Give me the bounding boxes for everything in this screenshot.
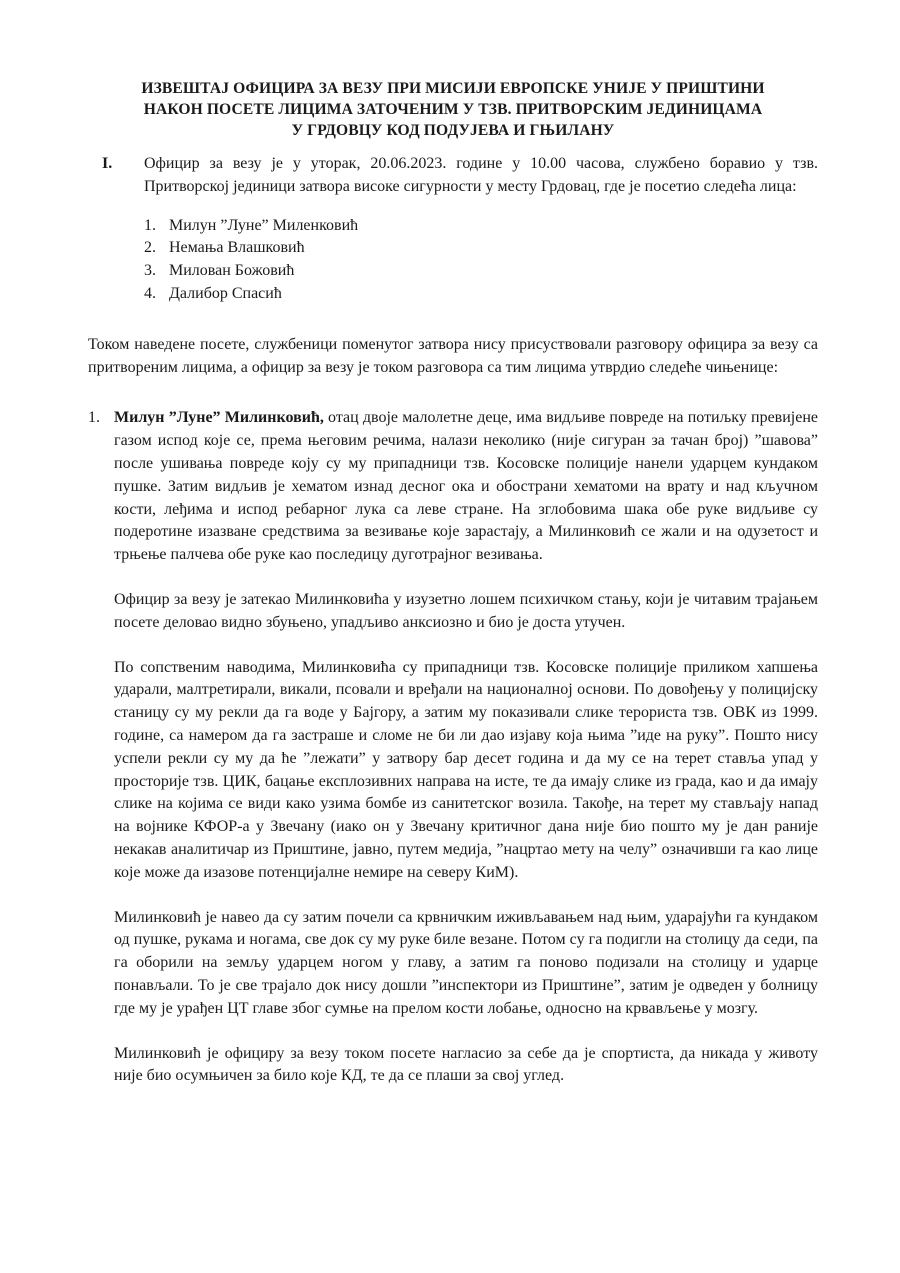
list-item-number: 2. [144, 239, 156, 257]
list-item [144, 215, 818, 238]
title-line-2: НАКОН ПОСЕТЕ ЛИЦИМА ЗАТОЧЕНИМ У ТЗВ. ПРИТВОРСКИМ ЈЕДИНИЦАМА [143, 101, 763, 118]
intro-paragraph: Током наведене посете, службеници поменутог затвора нису присуствовали разговору официра за везу са притвореним лицима, а официр за везу је током разговора са тим лицима утврдио следеће чињенице: [88, 335, 818, 376]
title-line-3: У ГРДОВЦУ КОД ПОДУЈЕВА И ГЊИЛАНУ [291, 122, 615, 139]
list-item-name: Далибор Спасић [169, 284, 282, 302]
list-item [144, 283, 818, 306]
document-page [88, 78, 818, 1088]
section-numeral: I. [102, 155, 113, 172]
list-item-number: 3. [144, 262, 156, 280]
list-item [144, 260, 818, 283]
item-1-paragraph-5: Милинковић је официру за везу током посете нагласио за себе да је спортиста, да никада у животу није био осумњичен за било које КД, те да се плаши за свој углед. [114, 1044, 818, 1085]
people-list [144, 215, 818, 306]
numbered-item-1 [88, 407, 818, 1088]
item-1-paragraph-3: По сопственим наводима, Милинковића су припадници тзв. Косовске полиције приликом хапшења ударали, малтретирали, викали, псовали и вређали на националној основи. По довођењу у полицијску станицу су му рекли да га воде у Бајгору, а затим му показивали слике терориста тзв. ОВК из 1999. године, са намером да га застраше и сломе не би ли дао изјаву која њима ”иде на руку”. Пошто нису успели рекли су му да ће ”лежати” у затвору бар десет година и да му се на терет ставља упад у просторије тзв. ЦИК, бацање експлозивних направа на исте, те да имају слике из града, као и да имају слике на којима се види како узима бомбе из санитетског возила. Такође, на терет му стављају напад на војнике КФОР-а у Звечану (иако он у Звечану критичног дана није био пошто му је дан раније некакав аналитичар из Приштине, јавно, путем медија, ”нацртао мету на челу” означивши га као лице које може да изазове потенцијалне немире на северу КиМ). [114, 658, 818, 881]
list-item-number: 4. [144, 284, 156, 302]
item-1-paragraph-2: Официр за везу је затекао Милинковића у изузетно лошем психичком стању, који је читавим трајањем посете деловао видно збуњено, упадљиво анксиозно и био је доста утучен. [114, 590, 818, 631]
title-line-1: ИЗВЕШТАЈ ОФИЦИРА ЗА ВЕЗУ ПРИ МИСИЈИ ЕВРОПСКЕ УНИЈЕ У ПРИШТИНИ [141, 80, 765, 97]
item-number: 1. [88, 409, 100, 427]
document-title [88, 78, 818, 141]
item-1-paragraph-4: Милинковић је навео да су затим почели са крвничким иживљавањем над њим, ударајући га кундаком од пушке, рукама и ногама, све док су му руке биле везане. Потом су га подигли на столицу да седи, па га оборили на земљу ударцем ногом у главу, а затим га поново подизали на столицу и ударце понављали. То је све трајало док нису дошли ”инспектори из Приштине”, затим је одведен у болницу где му је урађен ЦТ главе због сумње на прелом кости лобање, односно на крвављење у мозгу. [114, 908, 818, 1017]
section-1 [88, 153, 818, 306]
list-item-name: Милован Божовић [169, 262, 295, 280]
list-item-name: Немања Влашковић [169, 239, 305, 257]
item-1-paragraph-1-text: отац двоје малолетне деце, има видљиве повреде на потиљку превијене газом испод које се, према његовим речима, налази неколико (није сигуран за тачан број) ”шавова” после ушивања повреде коју су му припадници тзв. Косовске полиције нанели ударцем кундаком пушке. Затим видљив је хематом изнад десног ока и обострани хематоми на врату и над кључном кости, леђима и испод ребарног лука са леве стране. На зглобовима шака обе руке видљиве су подеротине изазване средствима за везивање које зарастају, а Милинковић се жали и на одузетост и трњење палчева обе руке као последицу дуготрајног везивања. [114, 409, 818, 564]
section-1-text: Официр за везу је у уторак, 20.06.2023. године у 10.00 часова, службено боравио у тзв. Притворској јединици затвора високе сигурности у месту Грдовац, где је посетио следећа лица: [144, 155, 818, 195]
person-name-bold: Милун ”Луне” Милинковић, [114, 409, 324, 427]
list-item-number: 1. [144, 216, 156, 234]
list-item-name: Милун ”Луне” Миленковић [169, 216, 359, 234]
item-1-body [114, 407, 818, 1088]
item-1-paragraph-1 [114, 407, 818, 567]
section-1-body [144, 153, 818, 306]
list-item [144, 237, 818, 260]
